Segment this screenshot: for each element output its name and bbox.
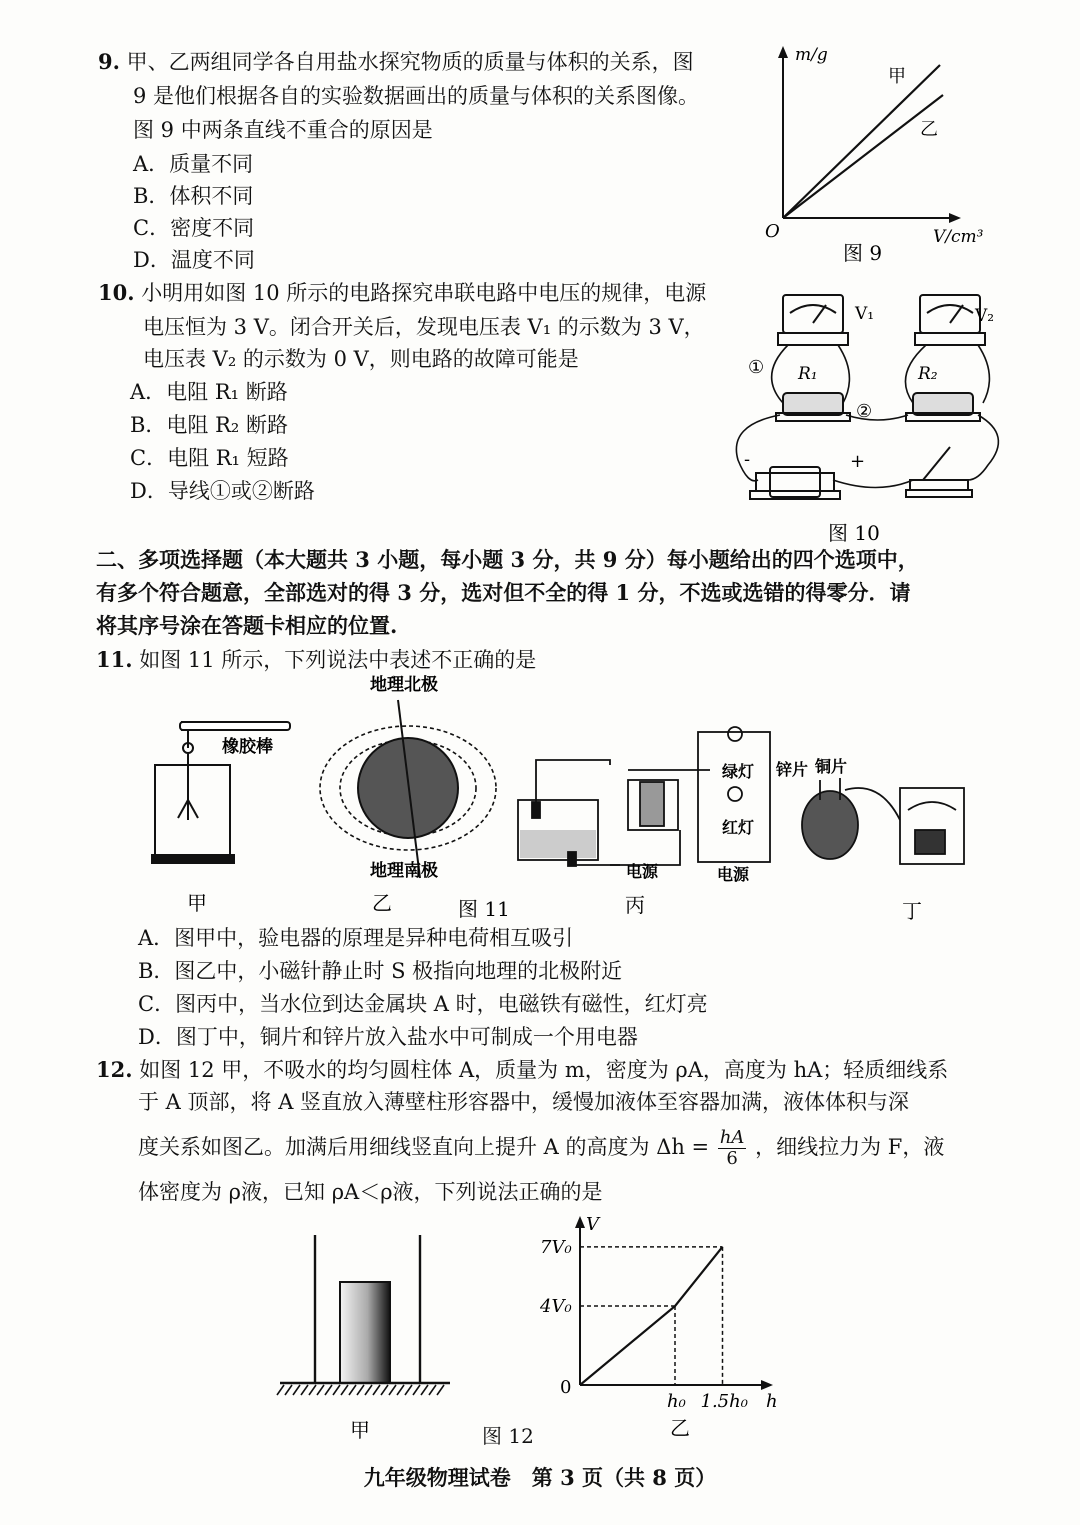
voltmeter-v1 bbox=[778, 295, 848, 345]
chart-y-tick-label: 7V₀ bbox=[540, 1236, 572, 1258]
hatch-mark bbox=[349, 1385, 356, 1395]
q11-option-a: A．图甲中，验电器的原理是异种电荷相互吸引 bbox=[138, 926, 574, 950]
fig9-line-jia bbox=[783, 65, 940, 218]
red-lamp-icon bbox=[728, 787, 742, 801]
hatch-mark bbox=[365, 1385, 372, 1395]
label-minus: - bbox=[744, 449, 751, 470]
label-geo-north: 地理北极 bbox=[370, 675, 438, 695]
q11-option-c: C．图丙中，当水位到达金属块 A 时，电磁铁有磁性，红灯亮 bbox=[138, 992, 708, 1016]
label-power-2: 电源 bbox=[717, 865, 750, 884]
hatch-mark bbox=[381, 1385, 388, 1395]
page-footer: 九年级物理试卷 第 3 页（共 8 页） bbox=[363, 1465, 717, 1490]
q9-option-d: D．温度不同 bbox=[133, 248, 255, 272]
panel-ding: 丁 bbox=[902, 899, 922, 923]
q11-option-d: D．图丁中，铜片和锌片放入盐水中可制成一个用电器 bbox=[138, 1025, 638, 1049]
q9-option-b: B．体积不同 bbox=[133, 184, 254, 208]
ground-hatch bbox=[277, 1385, 444, 1395]
circuit-wires bbox=[736, 415, 998, 488]
label-plus: + bbox=[850, 451, 866, 472]
q9-line-3: 图 9 中两条直线不重合的原因是 bbox=[133, 118, 433, 142]
fig9-label-jia: 甲 bbox=[888, 66, 906, 87]
fig12-caption: 图 12 bbox=[482, 1424, 534, 1448]
panel-bing: 丙 bbox=[625, 893, 645, 917]
q12-line-1: 12. 如图 12 甲，不吸水的均匀圆柱体 A，质量为 m，密度为 ρA，高度为 hA；轻质细线系 bbox=[96, 1057, 949, 1082]
fig9-label-yi: 乙 bbox=[920, 119, 938, 140]
q10-option-c: C．电阻 R₁ 短路 bbox=[130, 446, 289, 470]
section2-line-2: 有多个符合题意，全部选对的得 3 分，选对但不全的得 1 分，不选或选错的得零分．请 bbox=[96, 580, 911, 605]
label-r1: R₁ bbox=[798, 364, 818, 384]
q9-option-a: A．质量不同 bbox=[133, 152, 254, 176]
panel-yi-12: 乙 bbox=[670, 1416, 690, 1440]
label-red-lamp: 红灯 bbox=[722, 818, 755, 837]
q10-line-2: 电压恒为 3 V。闭合开关后，发现电压表 V₁ 的示数为 3 V， bbox=[143, 315, 705, 339]
label-zinc: 锌片 bbox=[776, 760, 809, 779]
q12-line-3: 度关系如图乙。加满后用细线竖直向上提升 A 的高度为 Δh = $\frac{hA}{6}$ ，细线拉力为 F，液 bbox=[138, 1127, 945, 1169]
hatch-mark bbox=[325, 1385, 332, 1395]
fig9-caption: 图 9 bbox=[843, 241, 883, 265]
fraction-denominator: 6 bbox=[726, 1148, 738, 1169]
hatch-mark bbox=[285, 1385, 292, 1395]
label-v1: V₁ bbox=[855, 304, 875, 324]
voltmeter-ding bbox=[900, 788, 964, 864]
q12-number: 12. bbox=[96, 1057, 133, 1082]
q10-line-1: 10. 小明用如图 10 所示的电路探究串联电路中电压的规律，电源 bbox=[98, 280, 707, 305]
hatch-mark bbox=[301, 1385, 308, 1395]
q9-number: 9. bbox=[98, 49, 120, 74]
q11-line-1: 11. 如图 11 所示，下列说法中表述不正确的是 bbox=[96, 647, 537, 672]
q10-number: 10. bbox=[98, 280, 135, 305]
fig11-caption: 图 11 bbox=[458, 897, 510, 921]
hatch-mark bbox=[397, 1385, 404, 1395]
hatch-mark bbox=[429, 1385, 436, 1395]
q9-line-1: 9. 甲、乙两组同学各自用盐水探究物质的质量与体积的关系，图 bbox=[98, 49, 694, 74]
chart-series-line bbox=[580, 1247, 723, 1385]
q9-option-c: C．密度不同 bbox=[133, 216, 255, 240]
q11-option-b: B．图乙中，小磁针静止时 S 极指向地理的北极附近 bbox=[138, 959, 623, 983]
hatch-mark bbox=[293, 1385, 300, 1395]
q10-option-a: A．电阻 R₁ 断路 bbox=[130, 380, 288, 404]
hatch-mark bbox=[333, 1385, 340, 1395]
fig9-y-arrow bbox=[778, 46, 788, 58]
chart-y-label: V bbox=[586, 1214, 599, 1235]
hatch-mark bbox=[405, 1385, 412, 1395]
figure-12-yi-chart bbox=[540, 1210, 800, 1445]
cylinder-a bbox=[340, 1282, 390, 1383]
figure-12-jia bbox=[270, 1225, 470, 1450]
q10-line-3: 电压表 V₂ 的示数为 0 V，则电路的故障可能是 bbox=[143, 347, 579, 371]
label-r2: R₂ bbox=[918, 364, 938, 384]
chart-x-tick-label: h₀ bbox=[667, 1391, 686, 1412]
fig9-x-label: V/cm³ bbox=[933, 227, 984, 247]
label-geo-south: 地理南极 bbox=[370, 861, 438, 881]
section2-line-1: 二、多项选择题（本大题共 3 小题，每小题 3 分，共 9 分）每小题给出的四个选项中， bbox=[96, 547, 919, 572]
fig9-line-yi bbox=[783, 95, 943, 218]
hatch-mark bbox=[309, 1385, 316, 1395]
delta-h-fraction bbox=[718, 1128, 747, 1169]
label-wire-1: ① bbox=[748, 357, 765, 378]
panel-yi: 乙 bbox=[372, 891, 392, 915]
chart-x-arrow bbox=[761, 1380, 773, 1390]
chart-y-tick-label: 4V₀ bbox=[540, 1296, 572, 1318]
label-copper: 铜片 bbox=[815, 757, 848, 776]
battery bbox=[750, 467, 840, 499]
fruit-cell bbox=[802, 778, 900, 859]
fraction-numerator: hA bbox=[719, 1127, 745, 1148]
chart-x-tick-label: 1.5h₀ bbox=[700, 1391, 748, 1412]
fig9-y-label: m/g bbox=[795, 45, 828, 65]
label-wire-2: ② bbox=[856, 401, 873, 422]
chart-x-label: h bbox=[766, 1391, 778, 1412]
hatch-mark bbox=[389, 1385, 396, 1395]
fig10-caption: 图 10 bbox=[828, 521, 880, 545]
label-rubber-rod: 橡胶棒 bbox=[222, 737, 273, 757]
resistor-r2 bbox=[906, 393, 980, 421]
q11-number: 11. bbox=[96, 647, 133, 672]
figure-11 bbox=[140, 670, 980, 925]
hatch-mark bbox=[357, 1385, 364, 1395]
label-green-lamp: 绿灯 bbox=[722, 762, 755, 781]
fig9-x-arrow bbox=[949, 213, 961, 223]
figure-10 bbox=[728, 285, 1008, 550]
chart-y-arrow bbox=[575, 1216, 585, 1228]
hatch-mark bbox=[277, 1385, 284, 1395]
fig9-origin: O bbox=[765, 221, 780, 242]
hatch-mark bbox=[341, 1385, 348, 1395]
resistor-r1 bbox=[776, 393, 850, 421]
hatch-mark bbox=[317, 1385, 324, 1395]
q10-option-d: D．导线①或②断路 bbox=[130, 479, 315, 503]
figure-9 bbox=[755, 40, 995, 275]
q9-line-2: 9 是他们根据各自的实验数据画出的质量与体积的关系图像。 bbox=[133, 84, 700, 108]
switch bbox=[906, 447, 972, 497]
section2-line-3: 将其序号涂在答题卡相应的位置. bbox=[96, 613, 398, 638]
panel-jia: 甲 bbox=[187, 891, 207, 915]
q12-line-4: 体密度为 ρ液，已知 ρA＜ρ液，下列说法正确的是 bbox=[138, 1180, 603, 1204]
green-lamp-icon bbox=[728, 727, 742, 741]
label-power-1: 电源 bbox=[626, 862, 659, 881]
q10-option-b: B．电阻 R₂ 断路 bbox=[130, 413, 289, 437]
hatch-mark bbox=[421, 1385, 428, 1395]
hatch-mark bbox=[413, 1385, 420, 1395]
panel-jia-12: 甲 bbox=[350, 1418, 370, 1442]
water-level-alarm bbox=[518, 732, 770, 866]
hatch-mark bbox=[373, 1385, 380, 1395]
label-v2: V₂ bbox=[975, 306, 995, 326]
chart-x-tick-label: 0 bbox=[560, 1377, 572, 1398]
q12-line-2: 于 A 顶部，将 A 竖直放入薄壁柱形容器中，缓慢加液体至容器加满，液体体积与深 bbox=[138, 1090, 910, 1114]
hatch-mark bbox=[437, 1385, 444, 1395]
